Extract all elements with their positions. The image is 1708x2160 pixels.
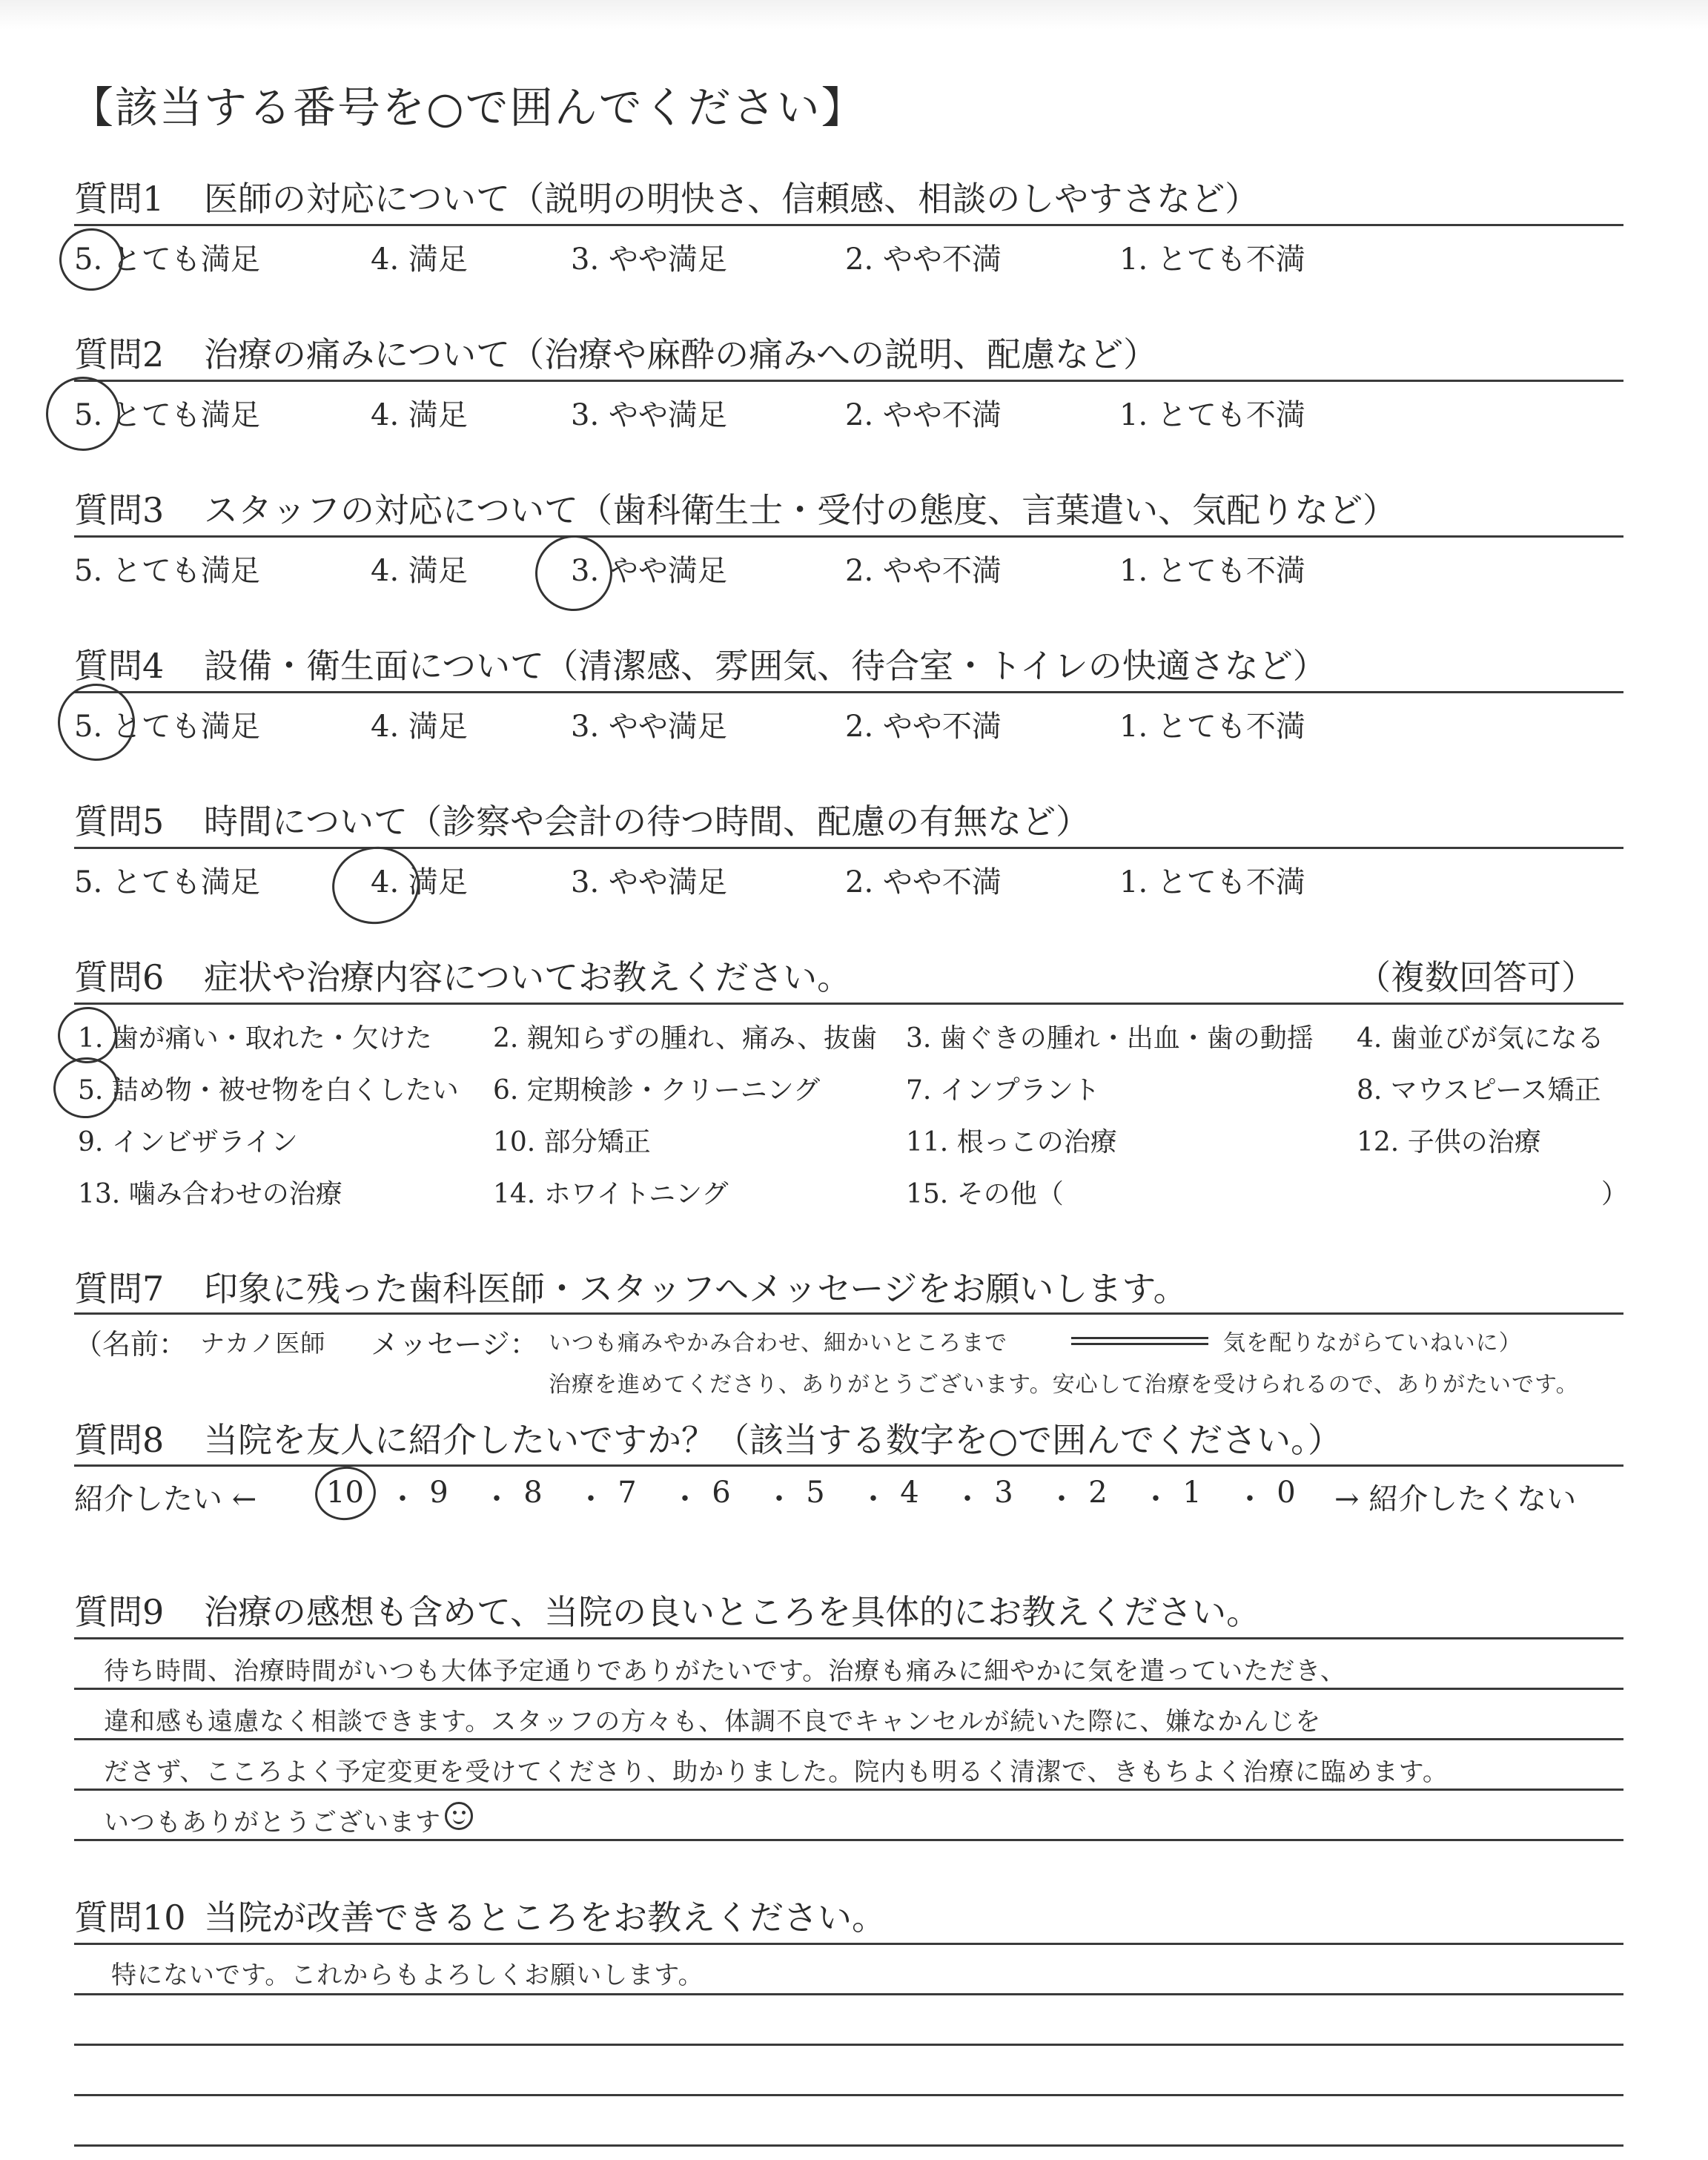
- q3-option-2[interactable]: 2. やや不満: [845, 554, 1002, 588]
- question-2-number: 質問2: [74, 334, 165, 374]
- scale-separator-dot: ・: [482, 1482, 512, 1516]
- q2-option-4[interactable]: 4. 満足: [371, 398, 468, 432]
- q5-option-1[interactable]: 1. とても不満: [1119, 865, 1305, 899]
- question-5-text: 時間について（診察や会計の待つ時間、配慮の有無など）: [204, 802, 1090, 842]
- answer-circle-mark: [327, 841, 424, 929]
- answer-line: [74, 1839, 1623, 1841]
- q9-answer-line-2: 違和感も遠慮なく相談できます。スタッフの方々も、体調不良でキャンセルが続いた際に、嫌なかんじを: [104, 1707, 1322, 1737]
- answer-circle-mark: [530, 530, 617, 615]
- answer-line: [74, 1738, 1623, 1740]
- q6-option-9[interactable]: 9. インビザライン: [78, 1127, 298, 1157]
- q3-option-1[interactable]: 1. とても不満: [1119, 554, 1305, 588]
- q6-option-1[interactable]: 1. 歯が痛い・取れた・欠けた: [78, 1023, 432, 1054]
- question-5-heading: [74, 795, 1090, 844]
- q5-option-3[interactable]: 3. やや満足: [571, 865, 727, 899]
- message-line-1b: 気を配りながらていねいに）: [1223, 1330, 1522, 1356]
- q9-answer-line-3: ださず、こころよく予定変更を受けてくださり、助かりました。院内も明るく清潔で、きもちよく治療に臨めます。: [104, 1757, 1449, 1787]
- recommend-number-4[interactable]: 4: [900, 1476, 919, 1510]
- q1-option-5[interactable]: 5. とても満足: [74, 242, 260, 277]
- page-title: 【該当する番号を○で囲んでください】: [70, 82, 866, 133]
- q6-option-6[interactable]: 6. 定期検診・クリーニング: [493, 1075, 821, 1106]
- question-6-rule: [74, 1003, 1623, 1005]
- question-4-text: 設備・衛生面について（清潔感、雰囲気、待合室・トイレの快適さなど）: [204, 646, 1327, 686]
- q5-option-4[interactable]: 4. 満足: [371, 865, 468, 899]
- q6-option-5[interactable]: 5. 詰め物・被せ物を白くしたい: [78, 1075, 459, 1106]
- question-2-heading: [74, 328, 1157, 377]
- question-10-heading: [74, 1891, 886, 1940]
- message-label: メッセージ：: [371, 1328, 538, 1361]
- recommend-number-1[interactable]: 1: [1182, 1476, 1202, 1510]
- question-1-text: 医師の対応について（説明の明快さ、信頼感、相談のしやすさなど）: [204, 179, 1260, 219]
- message-line-2: 治療を進めてくださり、ありがとうございます。安心して治療を受けられるので、ありがたいです。: [549, 1372, 1579, 1398]
- answer-circle-mark: [311, 1463, 379, 1525]
- q6-option-3[interactable]: 3. 歯ぐきの腫れ・出血・歯の動揺: [906, 1023, 1314, 1054]
- q4-option-3[interactable]: 3. やや満足: [571, 710, 727, 744]
- scale-separator-dot: ・: [858, 1482, 888, 1516]
- q6-other-close-paren: ）: [1601, 1179, 1629, 1209]
- question-4-rule: [74, 691, 1623, 693]
- answer-circle-mark: [50, 1053, 123, 1122]
- recommend-left-label: 紹介したい ←: [74, 1482, 257, 1516]
- question-7-number: 質問7: [74, 1269, 165, 1309]
- scale-separator-dot: ・: [1235, 1482, 1265, 1516]
- answer-line: [74, 2094, 1623, 2096]
- q6-option-14[interactable]: 14. ホワイトニング: [493, 1179, 729, 1209]
- recommend-number-0[interactable]: 0: [1277, 1476, 1296, 1510]
- q9-answer-line-4: いつもありがとうございます: [104, 1808, 441, 1837]
- q3-option-5[interactable]: 5. とても満足: [74, 554, 260, 588]
- question-2-text: 治療の痛みについて（治療や麻酔の痛みへの説明、配慮など）: [204, 334, 1158, 374]
- q6-option-15[interactable]: 15. その他（: [906, 1179, 1064, 1209]
- question-3-heading: [74, 483, 1397, 532]
- question-1-number: 質問1: [74, 179, 165, 219]
- q10-answer-line-1: 特にないです。これからもよろしくお願いします。: [111, 1961, 704, 1990]
- recommend-number-5[interactable]: 5: [806, 1476, 825, 1510]
- answer-line: [74, 2044, 1623, 2046]
- question-9-number: 質問9: [74, 1592, 165, 1632]
- question-7-heading: [74, 1262, 1188, 1311]
- question-8-text: 当院を友人に紹介したいですか？（該当する数字を○で囲んでください。）: [204, 1420, 1343, 1460]
- question-4-heading: [74, 639, 1327, 688]
- name-label: （名前：: [74, 1328, 188, 1361]
- q1-option-1[interactable]: 1. とても不満: [1119, 242, 1305, 277]
- scale-separator-dot: ・: [670, 1482, 700, 1516]
- scale-separator-dot: ・: [764, 1482, 794, 1516]
- question-3-rule: [74, 535, 1623, 538]
- q6-option-12[interactable]: 12. 子供の治療: [1357, 1127, 1541, 1157]
- question-10-text: 当院が改善できるところをお教えください。: [204, 1898, 886, 1938]
- q9-answer-line-1: 待ち時間、治療時間がいつも大体予定通りでありがたいです。治療も痛みに細やかに気を遣っていただき、: [104, 1657, 1346, 1686]
- question-8-number: 質問8: [74, 1420, 165, 1460]
- q3-option-3[interactable]: 3. やや満足: [571, 554, 727, 588]
- q6-option-8[interactable]: 8. マウスピース矯正: [1357, 1075, 1601, 1106]
- scan-top-edge: [0, 0, 1708, 30]
- q4-option-4[interactable]: 4. 満足: [371, 710, 468, 744]
- question-6-number: 質問6: [74, 957, 165, 997]
- q2-option-1[interactable]: 1. とても不満: [1119, 398, 1305, 432]
- q4-option-2[interactable]: 2. やや不満: [845, 710, 1002, 744]
- answer-circle-mark: [42, 372, 125, 456]
- scale-separator-dot: ・: [388, 1482, 417, 1516]
- q6-option-7[interactable]: 7. インプラント: [906, 1075, 1100, 1106]
- q6-option-4[interactable]: 4. 歯並びが気になる: [1357, 1023, 1604, 1054]
- scale-separator-dot: ・: [953, 1482, 982, 1516]
- question-3-number: 質問3: [74, 490, 165, 530]
- recommend-number-8[interactable]: 8: [523, 1476, 543, 1510]
- question-6-text: 症状や治療内容についてお教えください。: [204, 957, 852, 997]
- answer-line: [74, 2144, 1623, 2147]
- recommend-number-7[interactable]: 7: [618, 1476, 637, 1510]
- q5-option-5[interactable]: 5. とても満足: [74, 865, 260, 899]
- recommend-number-3[interactable]: 3: [994, 1476, 1013, 1510]
- question-9-heading: [74, 1585, 1260, 1634]
- question-10-number: 質問10: [74, 1898, 186, 1938]
- question-9-text: 治療の感想も含めて、当院の良いところを具体的にお教えください。: [204, 1592, 1261, 1632]
- answer-line: [74, 1688, 1623, 1690]
- question-5-rule: [74, 847, 1623, 849]
- q1-option-4[interactable]: 4. 満足: [371, 242, 468, 277]
- q6-option-2[interactable]: 2. 親知らずの腫れ、痛み、抜歯: [493, 1023, 878, 1054]
- question-5-number: 質問5: [74, 802, 165, 842]
- q2-option-3[interactable]: 3. やや満足: [571, 398, 727, 432]
- recommend-number-6[interactable]: 6: [712, 1476, 731, 1510]
- answer-line: [74, 1993, 1623, 1995]
- q2-option-2[interactable]: 2. やや不満: [845, 398, 1002, 432]
- q6-option-11[interactable]: 11. 根っこの治療: [906, 1127, 1117, 1157]
- q2-option-5[interactable]: 5. とても満足: [74, 398, 260, 432]
- name-handwritten: ナカノ医師: [200, 1329, 326, 1358]
- question-1-rule: [74, 224, 1623, 226]
- question-6-heading: [74, 951, 851, 1000]
- scale-separator-dot: ・: [576, 1482, 606, 1516]
- recommend-right-label: → 紹介したくない: [1334, 1482, 1577, 1516]
- scale-separator-dot: ・: [1141, 1482, 1171, 1516]
- question-7-text: 印象に残った歯科医師・スタッフへメッセージをお願いします。: [204, 1269, 1188, 1309]
- q1-option-3[interactable]: 3. やや満足: [571, 242, 727, 277]
- q4-option-1[interactable]: 1. とても不満: [1119, 710, 1305, 744]
- question-1-heading: [74, 172, 1259, 221]
- strikethrough: [1071, 1343, 1208, 1345]
- recommend-number-10[interactable]: 10: [326, 1476, 364, 1510]
- question-9-rule: [74, 1637, 1623, 1639]
- question-2-rule: [74, 380, 1623, 382]
- recommend-number-9[interactable]: 9: [429, 1476, 448, 1510]
- question-7-rule: [74, 1312, 1623, 1315]
- question-10-rule: [74, 1943, 1623, 1945]
- message-line-1: いつも痛みやかみ合わせ、細かいところまで: [549, 1330, 1008, 1356]
- q6-option-10[interactable]: 10. 部分矯正: [493, 1127, 651, 1157]
- scale-separator-dot: ・: [1047, 1482, 1076, 1516]
- strikethrough: [1071, 1337, 1208, 1339]
- question-8-heading: [74, 1413, 1342, 1462]
- question-8-rule: [74, 1464, 1623, 1467]
- answer-line: [74, 1789, 1623, 1791]
- recommend-number-2[interactable]: 2: [1088, 1476, 1108, 1510]
- q5-option-2[interactable]: 2. やや不満: [845, 865, 1002, 899]
- q3-option-4[interactable]: 4. 満足: [371, 554, 468, 588]
- q4-option-5[interactable]: 5. とても満足: [74, 710, 260, 744]
- question-4-number: 質問4: [74, 646, 165, 686]
- multiple-answers-note: （複数回答可）: [1357, 957, 1595, 997]
- answer-circle-mark: [56, 224, 128, 294]
- question-3-text: スタッフの対応について（歯科衛生士・受付の態度、言葉遣い、気配りなど）: [204, 490, 1397, 530]
- q1-option-2[interactable]: 2. やや不満: [845, 242, 1002, 277]
- q6-option-13[interactable]: 13. 噛み合わせの治療: [78, 1179, 342, 1209]
- smiley-face-icon: [445, 1802, 473, 1830]
